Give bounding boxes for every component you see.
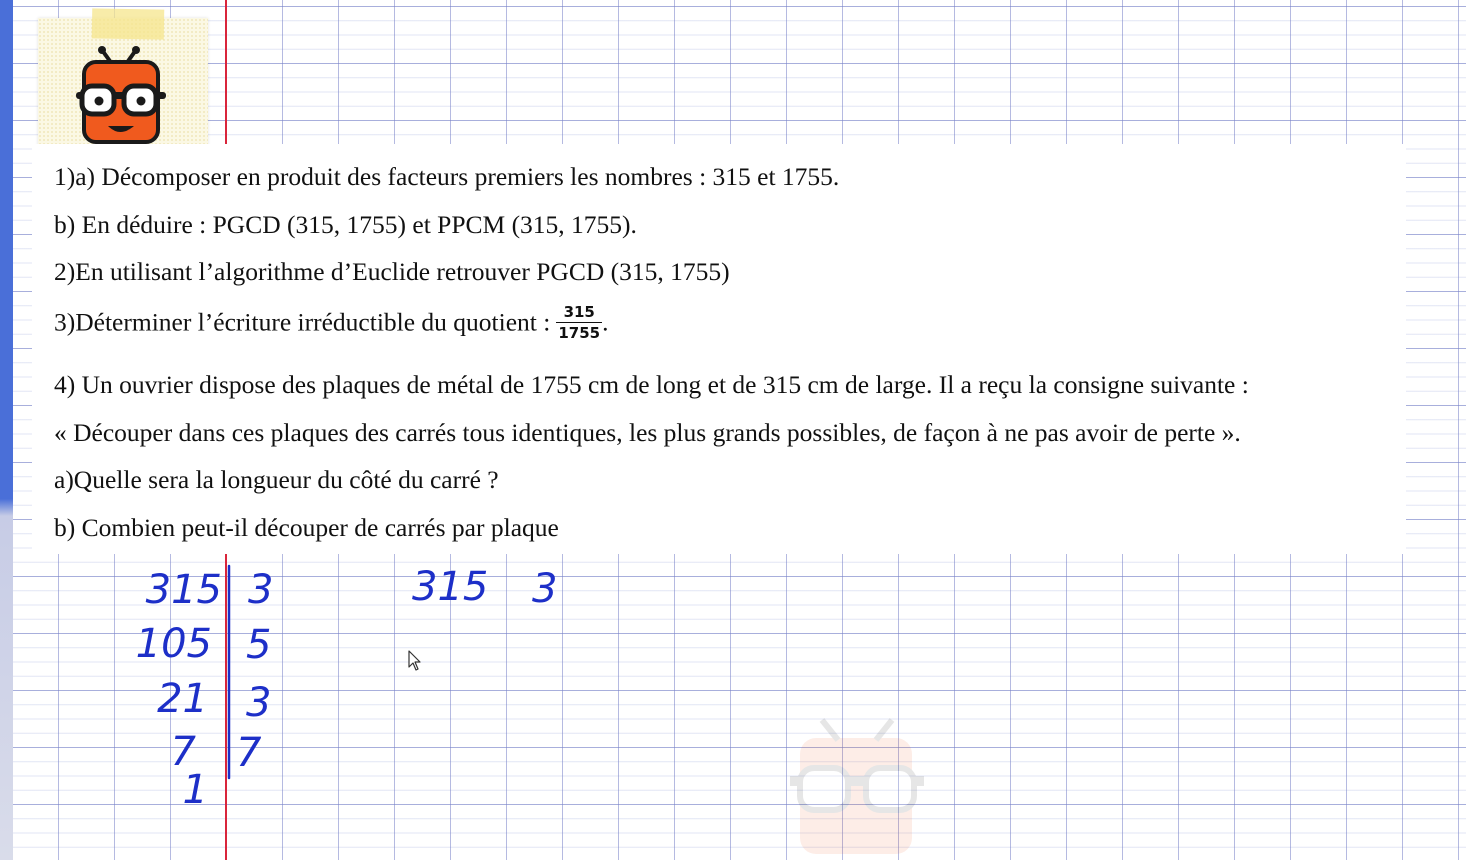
fraction-numerator: 315	[556, 302, 602, 323]
fraction-denominator: 1755	[558, 324, 601, 342]
quotient-1: 1	[182, 767, 208, 813]
second-work-divisor: 3	[532, 566, 558, 612]
mouse-pointer-icon	[408, 650, 424, 672]
divisor-7: 7	[236, 730, 262, 776]
question-4a: a)Quelle sera la longueur du côté du carré ?	[54, 465, 499, 494]
quotient-105: 105	[135, 621, 212, 667]
question-3-period: .	[602, 307, 609, 337]
question-1b: b) En déduire : PGCD (315, 1755) et PPCM (315, 1755).	[54, 210, 637, 239]
quotient-315: 315	[145, 567, 222, 613]
question-4b: b) Combien peut-il découper de carrés par plaque	[54, 513, 559, 542]
question-4: 4) Un ouvrier dispose des plaques de métal de 1755 cm de long et de 315 cm de large. Il a reçu la consigne suivante :	[54, 370, 1249, 399]
question-2: 2)En utilisant l’algorithme d’Euclide retrouver PGCD (315, 1755)	[54, 257, 730, 286]
question-4-instruction: « Découper dans ces plaques des carrés tous identiques, les plus grands possibles, de façon à ne pas avoir de perte ».	[54, 418, 1241, 447]
question-3-text: 3)Déterminer l’écriture irréductible du quotient :	[54, 307, 551, 337]
quotient-7: 7	[170, 729, 196, 775]
divisor-5: 5	[246, 622, 272, 668]
second-work-number: 315	[412, 564, 489, 610]
divisor-3: 3	[248, 567, 274, 613]
divisor-3b: 3	[246, 680, 272, 726]
quotient-21: 21	[157, 676, 208, 722]
question-1a: 1)a) Décomposer en produit des facteurs premiers les nombres : 315 et 1755.	[54, 162, 840, 191]
